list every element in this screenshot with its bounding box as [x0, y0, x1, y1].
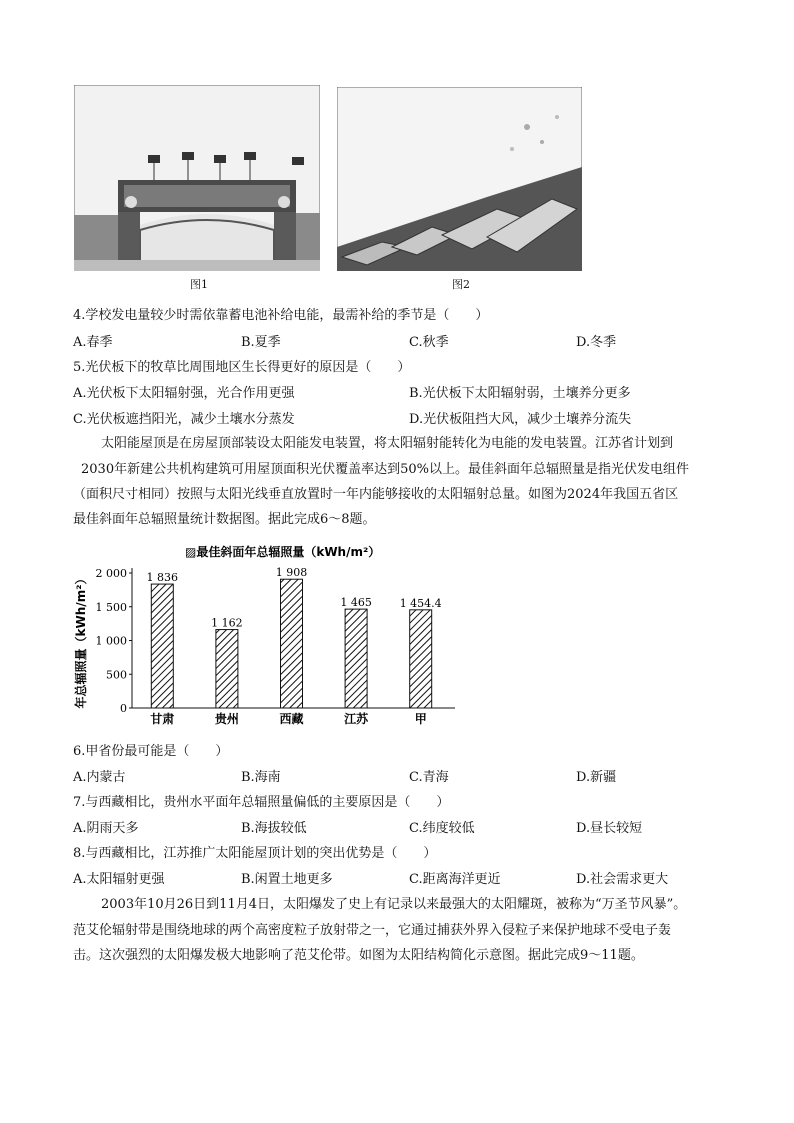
q4-option-d[interactable]: D.冬季 — [576, 335, 617, 350]
q8-option-a[interactable]: A.太阳辐射更强 — [73, 872, 165, 887]
q5-option-c[interactable]: C.光伏板遮挡阳光，减少土壤水分蒸发 — [73, 412, 295, 427]
passage-solar-roof-line3: （面积尺寸相同）按照与太阳光线垂直放置时一年内能够接收的太阳辐射总量。如图为2024年我国五省区 — [73, 487, 679, 502]
solar-panel-image — [337, 87, 582, 271]
q5-option-a[interactable]: A.光伏板下太阳辐射强，光合作用更强 — [73, 386, 295, 401]
passage-solar-flare-line3: 击。这次强烈的太阳爆发极大地影响了范艾伦带。如图为太阳结构简化示意图。据此完成9～11题。 — [73, 948, 644, 963]
chart-bar-贵州 — [216, 630, 238, 708]
chart-bar-甘肃 — [151, 584, 173, 708]
chart-y-tick-label: 0 — [120, 702, 127, 715]
q6-option-a[interactable]: A.内蒙古 — [73, 770, 126, 785]
question-5-stem: 5.光伏板下的牧草比周围地区生长得更好的原因是（ ） — [73, 360, 411, 375]
radiation-bar-chart — [70, 538, 470, 728]
q7-option-a[interactable]: A.阴雨天多 — [73, 821, 139, 836]
school-gate-image — [74, 85, 320, 271]
passage-solar-roof-line2: 2030年新建公共机构建筑可用屋顶面积光伏覆盖率达到50%以上。最佳斜面年总辐照量是指光伏发电组件 — [81, 462, 689, 477]
chart-y-tick-label: 1 000 — [95, 634, 127, 648]
question-8-stem: 8.与西藏相比，江苏推广太阳能屋顶计划的突出优势是（ ） — [73, 846, 437, 861]
q5-option-b[interactable]: B.光伏板下太阳辐射弱，土壤养分更多 — [409, 386, 631, 401]
q6-option-c[interactable]: C.青海 — [409, 770, 449, 785]
chart-y-axis-label: 年总辐照量（kWh/m²） — [74, 572, 88, 709]
chart-category-label: 甘肃 — [150, 712, 175, 726]
chart-value-label: 1 162 — [211, 616, 243, 630]
chart-value-label: 1 908 — [275, 566, 308, 580]
chart-bar-甲 — [410, 610, 432, 708]
figure-2-photo — [337, 87, 582, 271]
chart-y-tick-label: 2 000 — [95, 567, 127, 580]
question-6-stem: 6.甲省份最可能是（ ） — [73, 744, 229, 759]
chart-y-tick-label: 1 500 — [95, 600, 127, 614]
passage-solar-flare-line2: 范艾伦辐射带是围绕地球的两个高密度粒子放射带之一，它通过捕获外界入侵粒子来保护地球不受电子轰 — [73, 923, 672, 938]
chart-bar-西藏 — [281, 579, 303, 708]
chart-value-label: 1 465 — [340, 596, 372, 610]
q7-option-b[interactable]: B.海拔较低 — [241, 821, 307, 836]
passage-solar-flare-line1: 2003年10月26日到11月4日，太阳爆发了史上有记录以来最强大的太阳耀斑，被称为“万圣节风暴”。 — [101, 897, 687, 912]
q6-option-d[interactable]: D.新疆 — [576, 770, 617, 785]
chart-category-label: 西藏 — [279, 712, 304, 726]
chart-category-label: 甲 — [414, 712, 427, 726]
q8-option-c[interactable]: C.距离海洋更近 — [409, 872, 501, 887]
q8-option-d[interactable]: D.社会需求更大 — [576, 872, 669, 887]
q7-option-c[interactable]: C.纬度较低 — [409, 821, 475, 836]
chart-category-label: 江苏 — [344, 712, 369, 726]
figure-2-caption: 图2 — [452, 278, 470, 291]
chart-value-label: 1 836 — [146, 571, 179, 585]
passage-solar-roof-line1: 太阳能屋顶是在房屋顶部装设太阳能发电装置，将太阳辐射能转化为电能的发电装置。江苏省计划到 — [101, 436, 674, 451]
q6-option-b[interactable]: B.海南 — [241, 770, 281, 785]
q5-option-d[interactable]: D.光伏板阻挡大风，减少土壤养分流失 — [409, 412, 632, 427]
figure-1-caption: 图1 — [190, 278, 208, 291]
chart-svg — [70, 538, 470, 728]
q4-option-a[interactable]: A.春季 — [73, 335, 113, 350]
passage-solar-roof-line4: 最佳斜面年总辐照量统计数据图。据此完成6～8题。 — [73, 512, 376, 527]
chart-title: ▨最佳斜面年总辐照量（kWh/m²） — [185, 545, 381, 559]
q7-option-d[interactable]: D.昼长较短 — [576, 821, 643, 836]
chart-category-label: 贵州 — [214, 712, 239, 726]
chart-y-tick-label: 500 — [106, 668, 127, 682]
q4-option-c[interactable]: C.秋季 — [409, 335, 449, 350]
q4-option-b[interactable]: B.夏季 — [241, 335, 281, 350]
chart-value-label: 1 454.4 — [399, 596, 442, 610]
question-7-stem: 7.与西藏相比，贵州水平面年总辐照量偏低的主要原因是（ ） — [73, 795, 450, 810]
question-4-stem: 4.学校发电量较少时需依靠蓄电池补给电能，最需补给的季节是（ ） — [73, 308, 489, 323]
chart-bar-江苏 — [345, 609, 367, 708]
figure-1-photo — [74, 85, 320, 271]
q8-option-b[interactable]: B.闲置土地更多 — [241, 872, 333, 887]
